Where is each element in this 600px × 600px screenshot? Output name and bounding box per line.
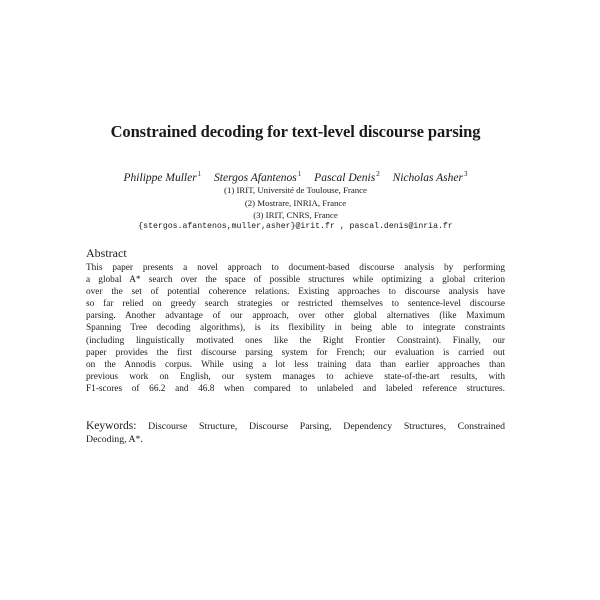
abstract-line: a global A* search over the space of possible structures while optimizing a global criterion — [86, 275, 505, 286]
author-3 — [314, 170, 380, 184]
author-1 — [124, 170, 202, 184]
affiliation-mark: 1 — [297, 170, 302, 178]
abstract-line: (including linguistically motivated ones like the Right Frontier Constraint). Finally, our — [86, 335, 505, 346]
affiliation-mark: 1 — [197, 170, 202, 178]
abstract-line: over the set of potential coherence relations. Existing approaches to discourse analysis have — [86, 287, 505, 298]
affiliation-mark: 3 — [463, 170, 468, 178]
author-4 — [393, 170, 468, 184]
author-list — [86, 170, 505, 184]
abstract-line: Spanning Tree decoding algorithms), is its flexibility in being able to integrate constraints — [86, 323, 505, 334]
abstract-line: so far relied on greedy search strategies or restricted themselves to sentence-level discourse — [86, 299, 505, 310]
abstract-line: paper provides the first discourse parsing system for French; our evaluation is carried out — [86, 347, 505, 358]
abstract-line: on the Annodis corpus. While using a lot less training data than earlier approaches than — [86, 359, 505, 370]
author-name: Nicholas Asher — [392, 172, 463, 184]
keywords-label: Keywords: — [86, 420, 137, 432]
abstract-line: previous work on English, our system manages to achieve state-of-the-art results, with — [86, 371, 505, 382]
keywords-section — [86, 420, 505, 446]
affiliation-1: (1) IRIT, Université de Toulouse, France — [224, 185, 367, 195]
abstract-body — [86, 262, 505, 395]
keywords-line — [86, 420, 505, 433]
keywords-line: Decoding, A*. — [86, 434, 143, 445]
paper-title: Constrained decoding for text-level discourse parsing — [110, 122, 481, 141]
abstract-line: parsing. Another advantage of our approach, over other global alternatives (like Maximum — [86, 311, 505, 322]
keywords-text: Discourse Structure, Discourse Parsing, Dependency Structures, Constrained — [148, 421, 506, 432]
affiliation-2: (2) Mostrare, INRIA, France — [244, 198, 347, 208]
abstract-line: F1-scores of 66.2 and 46.8 when compared to unlabeled and labeled reference structures. — [86, 383, 505, 394]
abstract-line: This paper presents a novel approach to document-based discourse analysis by performing — [86, 263, 505, 273]
affiliation-3: (3) IRIT, CNRS, France — [253, 210, 338, 220]
abstract-heading: Abstract — [86, 246, 127, 260]
author-name: Stergos Afantenos — [214, 172, 297, 184]
author-name: Pascal Denis — [314, 172, 376, 184]
paper-page — [86, 0, 505, 600]
author-2 — [214, 170, 301, 184]
author-emails: {stergos.afantenos,muller,asher}@irit.fr , pascal.denis@inria.fr — [138, 222, 453, 231]
affiliation-mark: 2 — [376, 170, 380, 178]
author-name: Philippe Muller — [123, 172, 197, 184]
